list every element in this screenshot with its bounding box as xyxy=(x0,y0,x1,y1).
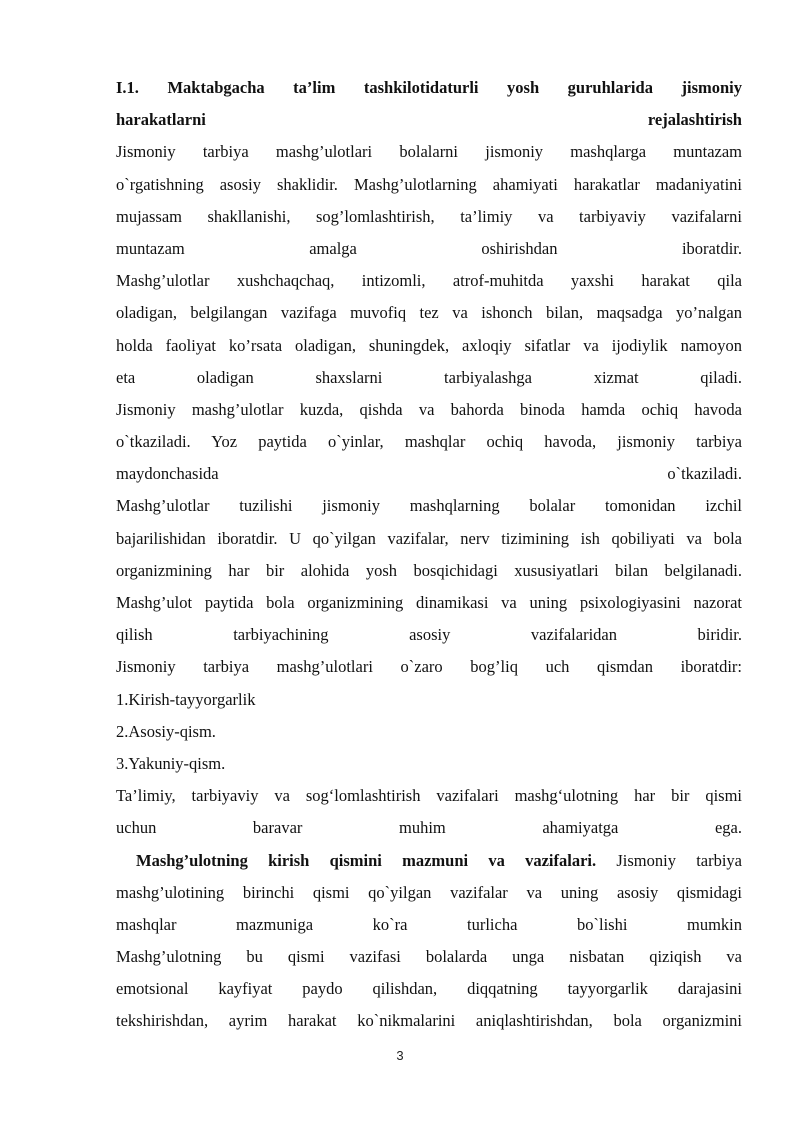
page-number: 3 xyxy=(396,1048,404,1063)
paragraph-line: Mashg’ulot paytida bola organizmining dinamikasi va uning psixologiyasini nazorat xyxy=(116,593,742,612)
paragraph-line: bajarilishidan iboratdir. U qo`yilgan vazifalar, nerv tizimining ish qobiliyati va bola xyxy=(116,528,742,548)
paragraph-line: organizmining har bir alohida yosh bosqichidagi xususiyatlari bilan belgilanadi. xyxy=(116,560,742,580)
paragraph-line: muntazam amalga oshirishdan iboratdir. xyxy=(116,238,742,258)
paragraph-line: Ta’limiy, tarbiyaviy va sog‘lomlashtirish vazifalari mashg‘ulotning har bir qismi xyxy=(116,786,742,806)
list-item-2: 2.Asosiy-qism. xyxy=(116,721,216,741)
section-heading-line-1 xyxy=(116,72,742,104)
list-item-3: 3.Yakuniy-qism. xyxy=(116,753,226,773)
heading-title-part-3: rejalashtirish xyxy=(647,110,742,130)
paragraph-line: o`tkaziladi. Yoz paytida o`yinlar, mashqlar ochiq havoda, jismoniy tarbiya xyxy=(116,432,742,452)
subsection-title: Mashg’ulotning kirish qismini mazmuni va vazifalari. xyxy=(136,850,597,870)
paragraph-line: Mashg’ulotlar xushchaqchaq, intizomli, atrof-muhitda yaxshi harakat qila xyxy=(116,271,742,291)
paragraph-line: oladigan, belgilangan vazifaga muvofiq tez va ishonch bilan, maqsadga yo’nalgan xyxy=(116,303,742,323)
list-item-1: 1.Kirish-tayyorgarlik xyxy=(116,689,256,709)
paragraph-line: Mashg’ulotlar tuzilishi jismoniy mashqlarning bolalar tomonidan izchil xyxy=(116,496,742,516)
paragraph-line: Jismoniy mashg’ulotlar kuzda, qishda va bahorda binoda hamda ochiq havoda xyxy=(116,399,742,419)
heading-title-part-2: harakatlarni xyxy=(116,110,206,130)
subsection-lead-line xyxy=(116,845,742,877)
paragraph-line: uchun baravar muhim ahamiyatga ega. xyxy=(116,818,742,838)
paragraph-line: o`rgatishning asosiy shaklidir. Mashg’ulotlarning ahamiyati harakatlar madaniyatini xyxy=(116,174,742,194)
paragraph-line: maydonchasida o`tkaziladi. xyxy=(116,464,742,484)
paragraph-line: emotsional kayfiyat paydo qilishdan, diqqatning tayyorgarlik darajasini xyxy=(116,979,742,999)
section-heading-line-2 xyxy=(116,104,742,136)
paragraph-line: eta oladigan shaxslarni tarbiyalashga xizmat qiladi. xyxy=(116,367,742,387)
paragraph-line: mashqlar mazmuniga ko`ra turlicha bo`lishi mumkin xyxy=(116,914,742,934)
heading-number: I.1. xyxy=(116,78,139,97)
paragraph-line: qilish tarbiyachining asosiy vazifalaridan biridir. xyxy=(116,625,742,645)
document-page xyxy=(116,72,742,1038)
paragraph-line: mashg’ulotining birinchi qismi qo`yilgan vazifalar va uning asosiy qismidagi xyxy=(116,882,742,902)
paragraph-line: mujassam shakllanishi, sog’lomlashtirish, ta’limiy va tarbiyaviy vazifalarni xyxy=(116,206,742,226)
paragraph-line: holda faoliyat ko’rsata oladigan, shuningdek, axloqiy sifatlar va ijodiylik namoyon xyxy=(116,335,742,355)
paragraph-line: Jismoniy tarbiya mashg’ulotlari bolalarni jismoniy mashqlarga muntazam xyxy=(116,142,742,162)
subsection-lead-text: Jismoniy tarbiya xyxy=(596,850,742,870)
paragraph-line: tekshirishdan, ayrim harakat ko`nikmalarini aniqlashtirishdan, bola organizmini xyxy=(116,1011,742,1031)
heading-title-part-1: Maktabgacha ta’lim tashkilotidaturli yosh guruhlarida jismoniy xyxy=(167,78,742,97)
paragraph-line: Jismoniy tarbiya mashg’ulotlari o`zaro bog’liq uch qismdan iboratdir: xyxy=(116,657,742,677)
paragraph-line: Mashg’ulotning bu qismi vazifasi bolalarda unga nisbatan qiziqish va xyxy=(116,947,742,967)
